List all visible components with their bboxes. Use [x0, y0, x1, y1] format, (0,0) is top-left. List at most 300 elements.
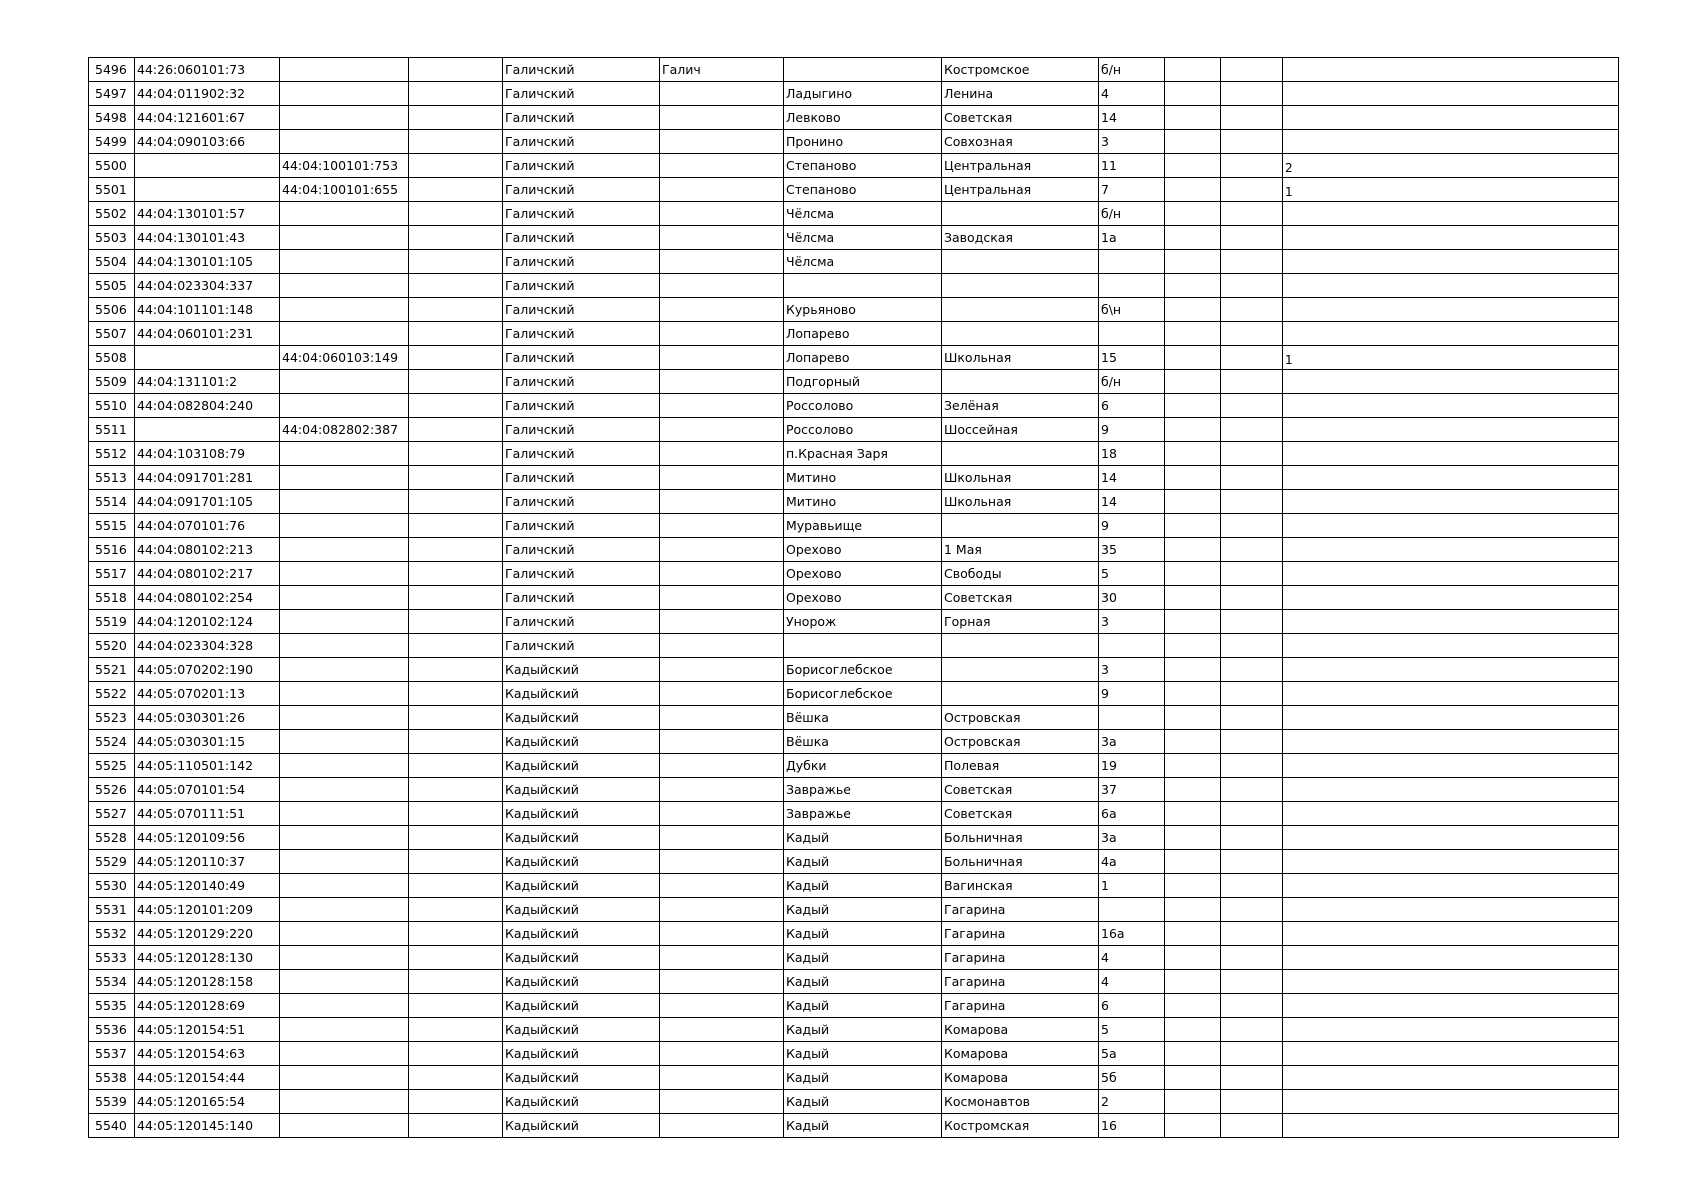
cell-district: Галичский [503, 442, 660, 466]
cell-column-12 [1283, 370, 1619, 394]
cell-extra-column [409, 298, 503, 322]
cell-column-11 [1221, 754, 1283, 778]
cell-column-12 [1283, 250, 1619, 274]
cell-city [660, 826, 784, 850]
cell-column-10 [1165, 922, 1221, 946]
cell-column-10 [1165, 322, 1221, 346]
cell-building-cadastral-number [280, 58, 409, 82]
cell-house-number: 19 [1099, 754, 1165, 778]
cell-column-11 [1221, 898, 1283, 922]
cell-row-number: 5521 [89, 658, 135, 682]
table-row [89, 490, 1619, 514]
cell-column-12 [1283, 802, 1619, 826]
cell-house-number: 3 [1099, 610, 1165, 634]
cell-cadastral-number: 44:04:080102:217 [135, 562, 280, 586]
cell-district: Кадыйский [503, 1090, 660, 1114]
cell-street: Советская [942, 586, 1099, 610]
cell-column-12 [1283, 874, 1619, 898]
cell-house-number: 9 [1099, 418, 1165, 442]
table-row [89, 802, 1619, 826]
cell-street: Шоссейная [942, 418, 1099, 442]
cell-settlement: Кадый [784, 1114, 942, 1138]
cell-row-number: 5518 [89, 586, 135, 610]
cell-street: Заводская [942, 226, 1099, 250]
cell-district: Галичский [503, 202, 660, 226]
cell-house-number: 4а [1099, 850, 1165, 874]
cell-building-cadastral-number [280, 706, 409, 730]
cell-column-12 [1283, 394, 1619, 418]
cell-extra-column [409, 106, 503, 130]
cell-column-10 [1165, 658, 1221, 682]
cell-house-number: 16а [1099, 922, 1165, 946]
cell-extra-column [409, 442, 503, 466]
cell-column-11 [1221, 202, 1283, 226]
cell-row-number: 5523 [89, 706, 135, 730]
table-row [89, 82, 1619, 106]
cell-column-10 [1165, 154, 1221, 178]
table-row [89, 1042, 1619, 1066]
cell-building-cadastral-number [280, 226, 409, 250]
cell-street: Школьная [942, 346, 1099, 370]
cell-city [660, 226, 784, 250]
cell-settlement: Кадый [784, 946, 942, 970]
cell-column-11 [1221, 970, 1283, 994]
cell-street: Советская [942, 802, 1099, 826]
cell-house-number: 14 [1099, 106, 1165, 130]
cell-building-cadastral-number [280, 970, 409, 994]
cell-column-10 [1165, 346, 1221, 370]
cell-extra-column [409, 250, 503, 274]
cell-house-number: 1а [1099, 226, 1165, 250]
cell-cadastral-number: 44:05:120128:69 [135, 994, 280, 1018]
cell-extra-column [409, 994, 503, 1018]
table-row [89, 706, 1619, 730]
cell-settlement: Лопарево [784, 346, 942, 370]
cell-extra-column [409, 274, 503, 298]
cell-column-12 [1283, 634, 1619, 658]
cell-district: Кадыйский [503, 706, 660, 730]
cell-settlement: Митино [784, 490, 942, 514]
cell-building-cadastral-number [280, 730, 409, 754]
cell-city [660, 538, 784, 562]
cell-district: Галичский [503, 130, 660, 154]
cell-column-10 [1165, 898, 1221, 922]
table-row [89, 586, 1619, 610]
cell-settlement: Орехово [784, 562, 942, 586]
cell-street: Комарова [942, 1042, 1099, 1066]
cell-house-number [1099, 274, 1165, 298]
cell-cadastral-number: 44:04:131101:2 [135, 370, 280, 394]
cell-district: Кадыйский [503, 1018, 660, 1042]
cell-district: Кадыйский [503, 850, 660, 874]
cell-city [660, 178, 784, 202]
cell-district: Галичский [503, 370, 660, 394]
cell-street: 1 Мая [942, 538, 1099, 562]
cell-column-12 [1283, 682, 1619, 706]
cell-cadastral-number: 44:05:120165:54 [135, 1090, 280, 1114]
cell-cadastral-number: 44:05:120109:56 [135, 826, 280, 850]
cell-extra-column [409, 178, 503, 202]
cell-column-10 [1165, 802, 1221, 826]
cell-column-12 [1283, 730, 1619, 754]
cell-column-11 [1221, 82, 1283, 106]
cell-column-11 [1221, 1018, 1283, 1042]
cell-district: Галичский [503, 538, 660, 562]
cell-column-10 [1165, 226, 1221, 250]
cell-city [660, 562, 784, 586]
table-row [89, 58, 1619, 82]
cell-city [660, 586, 784, 610]
cell-column-12 [1283, 850, 1619, 874]
cell-city [660, 466, 784, 490]
cell-settlement: Кадый [784, 1066, 942, 1090]
cell-district: Кадыйский [503, 1042, 660, 1066]
cell-column-11 [1221, 682, 1283, 706]
table-row [89, 418, 1619, 442]
cell-column-11 [1221, 346, 1283, 370]
cell-cadastral-number: 44:05:120145:140 [135, 1114, 280, 1138]
cell-column-10 [1165, 514, 1221, 538]
cell-house-number [1099, 898, 1165, 922]
cell-district: Кадыйский [503, 874, 660, 898]
cell-column-10 [1165, 706, 1221, 730]
cell-street: Свободы [942, 562, 1099, 586]
cell-district: Галичский [503, 154, 660, 178]
cell-settlement: Россолово [784, 394, 942, 418]
cell-street: Полевая [942, 754, 1099, 778]
cell-column-12 [1283, 922, 1619, 946]
cell-house-number: б\н [1099, 298, 1165, 322]
cell-house-number: 4 [1099, 970, 1165, 994]
cell-settlement: Кадый [784, 874, 942, 898]
cell-city [660, 82, 784, 106]
cell-street [942, 682, 1099, 706]
cell-column-11 [1221, 1066, 1283, 1090]
cell-city [660, 442, 784, 466]
cell-district: Кадыйский [503, 1114, 660, 1138]
cell-column-11 [1221, 1042, 1283, 1066]
cell-building-cadastral-number [280, 106, 409, 130]
cell-city [660, 1066, 784, 1090]
cell-house-number: 5а [1099, 1042, 1165, 1066]
cell-column-10 [1165, 106, 1221, 130]
cell-row-number: 5506 [89, 298, 135, 322]
cell-row-number: 5529 [89, 850, 135, 874]
table-row [89, 970, 1619, 994]
cell-district: Галичский [503, 322, 660, 346]
cell-district: Кадыйский [503, 658, 660, 682]
cell-extra-column [409, 58, 503, 82]
cell-house-number: 5 [1099, 1018, 1165, 1042]
cell-street: Больничная [942, 850, 1099, 874]
cell-street: Совхозная [942, 130, 1099, 154]
cell-house-number: 4 [1099, 82, 1165, 106]
cell-settlement: Кадый [784, 826, 942, 850]
cell-extra-column [409, 922, 503, 946]
cell-column-10 [1165, 82, 1221, 106]
cell-city [660, 658, 784, 682]
cell-row-number: 5503 [89, 226, 135, 250]
cell-building-cadastral-number [280, 274, 409, 298]
cell-building-cadastral-number [280, 1018, 409, 1042]
cell-settlement: Кадый [784, 994, 942, 1018]
cell-column-12 [1283, 1066, 1619, 1090]
cell-column-11 [1221, 994, 1283, 1018]
cell-house-number: 37 [1099, 778, 1165, 802]
cell-district: Кадыйский [503, 922, 660, 946]
cell-column-11 [1221, 394, 1283, 418]
cell-column-12 [1283, 490, 1619, 514]
cell-street: Школьная [942, 466, 1099, 490]
cell-cadastral-number: 44:04:091701:281 [135, 466, 280, 490]
cell-column-11 [1221, 274, 1283, 298]
cell-settlement: Унорож [784, 610, 942, 634]
cell-city [660, 514, 784, 538]
cell-house-number [1099, 634, 1165, 658]
cell-row-number: 5525 [89, 754, 135, 778]
cell-row-number: 5509 [89, 370, 135, 394]
cell-column-11 [1221, 778, 1283, 802]
cell-cadastral-number: 44:05:120128:130 [135, 946, 280, 970]
cell-city [660, 730, 784, 754]
cell-building-cadastral-number [280, 514, 409, 538]
cell-building-cadastral-number [280, 1066, 409, 1090]
cell-extra-column [409, 1018, 503, 1042]
cell-extra-column [409, 634, 503, 658]
cell-settlement: Курьяново [784, 298, 942, 322]
cell-building-cadastral-number: 44:04:100101:655 [280, 178, 409, 202]
cell-column-12 [1283, 1042, 1619, 1066]
cell-column-11 [1221, 514, 1283, 538]
cell-street [942, 298, 1099, 322]
cell-extra-column [409, 154, 503, 178]
cell-column-10 [1165, 730, 1221, 754]
cell-column-11 [1221, 610, 1283, 634]
cell-extra-column [409, 394, 503, 418]
table-row [89, 730, 1619, 754]
cell-street [942, 370, 1099, 394]
table-row [89, 130, 1619, 154]
cell-extra-column [409, 946, 503, 970]
cell-column-12 [1283, 826, 1619, 850]
cell-district: Галичский [503, 82, 660, 106]
cell-cadastral-number: 44:04:080102:213 [135, 538, 280, 562]
cell-settlement: Чёлсма [784, 250, 942, 274]
cell-building-cadastral-number [280, 1042, 409, 1066]
cell-row-number: 5527 [89, 802, 135, 826]
cell-row-number: 5520 [89, 634, 135, 658]
cell-cadastral-number: 44:04:120102:124 [135, 610, 280, 634]
cell-building-cadastral-number [280, 658, 409, 682]
cell-cadastral-number [135, 346, 280, 370]
cell-cadastral-number: 44:04:082804:240 [135, 394, 280, 418]
cell-city [660, 682, 784, 706]
cell-street [942, 202, 1099, 226]
cell-district: Кадыйский [503, 826, 660, 850]
cell-house-number [1099, 322, 1165, 346]
cell-district: Галичский [503, 418, 660, 442]
table-row [89, 202, 1619, 226]
cell-column-11 [1221, 874, 1283, 898]
cell-column-10 [1165, 682, 1221, 706]
cell-row-number: 5505 [89, 274, 135, 298]
cell-extra-column [409, 562, 503, 586]
cell-row-number: 5536 [89, 1018, 135, 1042]
cell-extra-column [409, 850, 503, 874]
cell-house-number: 15 [1099, 346, 1165, 370]
cell-column-10 [1165, 946, 1221, 970]
cell-city [660, 634, 784, 658]
cell-city [660, 1114, 784, 1138]
table-row [89, 322, 1619, 346]
cell-column-11 [1221, 106, 1283, 130]
cell-city [660, 106, 784, 130]
cell-column-10 [1165, 250, 1221, 274]
cell-extra-column [409, 658, 503, 682]
cell-street: Костромская [942, 1114, 1099, 1138]
cell-column-10 [1165, 1018, 1221, 1042]
cell-cadastral-number: 44:05:120129:220 [135, 922, 280, 946]
cell-building-cadastral-number [280, 922, 409, 946]
table-row [89, 682, 1619, 706]
cell-cadastral-number: 44:05:070111:51 [135, 802, 280, 826]
cell-column-11 [1221, 130, 1283, 154]
cell-cadastral-number: 44:04:130101:43 [135, 226, 280, 250]
cell-district: Кадыйский [503, 802, 660, 826]
cell-row-number: 5522 [89, 682, 135, 706]
cell-column-11 [1221, 298, 1283, 322]
cell-extra-column [409, 322, 503, 346]
cell-column-12 [1283, 970, 1619, 994]
table-row [89, 274, 1619, 298]
cell-row-number: 5531 [89, 898, 135, 922]
cell-cadastral-number: 44:05:070202:190 [135, 658, 280, 682]
cell-street [942, 322, 1099, 346]
cell-extra-column [409, 538, 503, 562]
cell-extra-column [409, 730, 503, 754]
cell-column-12 [1283, 418, 1619, 442]
cell-city [660, 778, 784, 802]
cell-district: Галичский [503, 178, 660, 202]
cell-house-number: б/н [1099, 202, 1165, 226]
cell-column-11 [1221, 418, 1283, 442]
cell-column-10 [1165, 754, 1221, 778]
cell-column-11 [1221, 922, 1283, 946]
cell-column-12 [1283, 706, 1619, 730]
cell-cadastral-number: 44:04:091701:105 [135, 490, 280, 514]
cell-building-cadastral-number [280, 946, 409, 970]
cell-district: Кадыйский [503, 778, 660, 802]
cell-house-number: 9 [1099, 682, 1165, 706]
cell-settlement [784, 58, 942, 82]
cell-street: Ленина [942, 82, 1099, 106]
cell-street: Гагарина [942, 898, 1099, 922]
cell-street: Космонавтов [942, 1090, 1099, 1114]
cell-column-11 [1221, 178, 1283, 202]
cell-settlement: Россолово [784, 418, 942, 442]
cell-building-cadastral-number [280, 322, 409, 346]
cell-building-cadastral-number [280, 826, 409, 850]
cell-column-10 [1165, 610, 1221, 634]
cell-house-number: 6а [1099, 802, 1165, 826]
cell-column-12 [1283, 202, 1619, 226]
cell-district: Галичский [503, 610, 660, 634]
cell-column-10 [1165, 562, 1221, 586]
cell-settlement: Борисоглебское [784, 658, 942, 682]
cell-row-number: 5514 [89, 490, 135, 514]
table-row [89, 946, 1619, 970]
cell-city [660, 1042, 784, 1066]
cell-extra-column [409, 754, 503, 778]
cell-column-10 [1165, 586, 1221, 610]
cell-district: Галичский [503, 346, 660, 370]
cell-row-number: 5528 [89, 826, 135, 850]
cell-extra-column [409, 1042, 503, 1066]
cell-district: Галичский [503, 226, 660, 250]
cell-building-cadastral-number [280, 610, 409, 634]
cell-street: Гагарина [942, 946, 1099, 970]
cell-column-11 [1221, 802, 1283, 826]
cell-city [660, 370, 784, 394]
cell-district: Галичский [503, 394, 660, 418]
cell-settlement: Степаново [784, 154, 942, 178]
table-row [89, 610, 1619, 634]
cell-column-12 [1283, 1114, 1619, 1138]
cell-house-number: 11 [1099, 154, 1165, 178]
cell-cadastral-number: 44:04:121601:67 [135, 106, 280, 130]
cell-district: Галичский [503, 250, 660, 274]
cell-extra-column [409, 970, 503, 994]
cell-column-11 [1221, 226, 1283, 250]
cell-column-10 [1165, 130, 1221, 154]
cell-house-number: 1 [1099, 874, 1165, 898]
cell-column-12 [1283, 658, 1619, 682]
cell-column-10 [1165, 1042, 1221, 1066]
cell-cadastral-number: 44:04:070101:76 [135, 514, 280, 538]
table-body [89, 58, 1619, 1138]
cell-city [660, 1090, 784, 1114]
cell-column-12 [1283, 226, 1619, 250]
cell-cadastral-number: 44:05:120140:49 [135, 874, 280, 898]
cell-column-12 [1283, 82, 1619, 106]
cell-house-number [1099, 706, 1165, 730]
cell-building-cadastral-number [280, 82, 409, 106]
cell-street: Больничная [942, 826, 1099, 850]
cell-cadastral-number: 44:05:120154:44 [135, 1066, 280, 1090]
cell-row-number: 5502 [89, 202, 135, 226]
cell-column-10 [1165, 490, 1221, 514]
cell-row-number: 5538 [89, 1066, 135, 1090]
table-row [89, 1114, 1619, 1138]
cell-column-10 [1165, 538, 1221, 562]
cell-cadastral-number: 44:04:103108:79 [135, 442, 280, 466]
cell-building-cadastral-number [280, 538, 409, 562]
cell-column-12 [1283, 562, 1619, 586]
property-register-table [88, 57, 1619, 1138]
cell-district: Кадыйский [503, 970, 660, 994]
cell-extra-column [409, 1066, 503, 1090]
cell-column-11 [1221, 562, 1283, 586]
cell-column-10 [1165, 202, 1221, 226]
cell-column-10 [1165, 874, 1221, 898]
table-row [89, 1090, 1619, 1114]
cell-settlement [784, 274, 942, 298]
cell-row-number: 5498 [89, 106, 135, 130]
table-row [89, 994, 1619, 1018]
cell-street: Комарова [942, 1066, 1099, 1090]
cell-column-12 [1283, 130, 1619, 154]
table-row [89, 1066, 1619, 1090]
